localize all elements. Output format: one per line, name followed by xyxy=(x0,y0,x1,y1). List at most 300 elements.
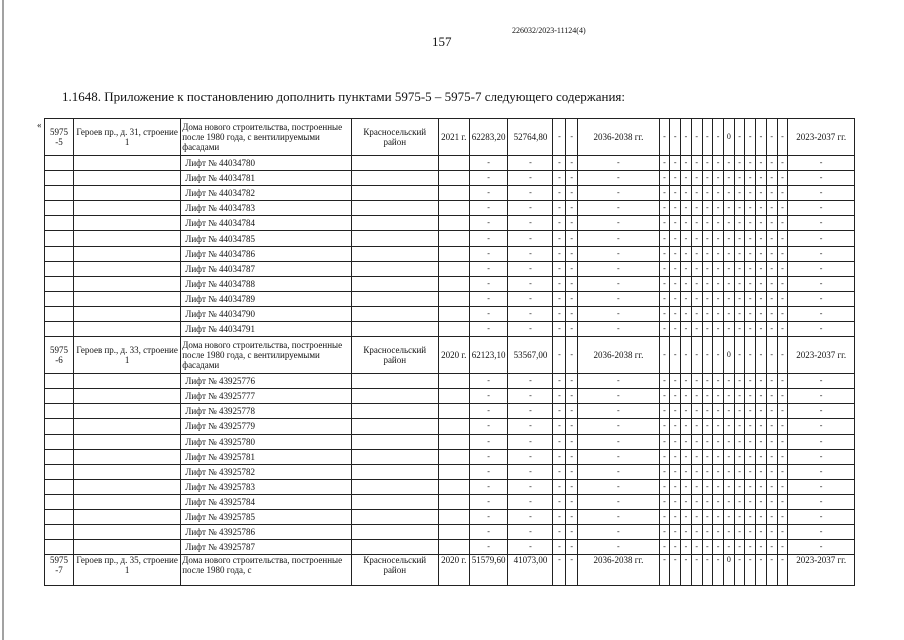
entry-year: 2021 г. xyxy=(438,119,469,156)
empty-cell xyxy=(351,156,438,171)
dash-cell: - xyxy=(756,231,767,246)
dash-cell: - xyxy=(566,419,578,434)
dash-cell: - xyxy=(553,337,566,374)
empty-cell xyxy=(73,479,180,494)
dash-cell: - xyxy=(659,261,670,276)
entry-description: Дома нового строительства, построенные после 1980 года, с вентилируемыми фасадами xyxy=(181,119,352,156)
empty-cell xyxy=(438,464,469,479)
dash-cell: - xyxy=(681,509,692,524)
dash-cell: - xyxy=(681,419,692,434)
dash-cell: - xyxy=(734,434,745,449)
dash-cell: - xyxy=(756,525,767,540)
dash-cell: - xyxy=(670,449,681,464)
empty-cell xyxy=(351,246,438,261)
lift-label: Лифт № 44034781 xyxy=(181,171,352,186)
dash-cell: - xyxy=(691,434,702,449)
dash-cell: - xyxy=(553,555,566,586)
dash-cell: - xyxy=(691,291,702,306)
dash-cell: - xyxy=(756,404,767,419)
dash-cell: - xyxy=(777,479,788,494)
dash-cell: - xyxy=(723,201,734,216)
dash-cell: - xyxy=(713,374,724,389)
dash-cell: - xyxy=(566,449,578,464)
dash-cell: - xyxy=(702,464,713,479)
empty-cell xyxy=(45,479,74,494)
dash-cell: - xyxy=(681,119,692,156)
dash-cell: - xyxy=(777,119,788,156)
dash-cell: - xyxy=(469,156,508,171)
dash-cell: - xyxy=(734,540,745,555)
dash-cell: - xyxy=(670,216,681,231)
empty-cell xyxy=(73,201,180,216)
dash-cell: - xyxy=(553,306,566,321)
dash-cell: - xyxy=(469,261,508,276)
entry-value2: 41073,00 xyxy=(508,555,553,586)
empty-cell xyxy=(438,171,469,186)
dash-cell: - xyxy=(578,216,660,231)
dash-cell: - xyxy=(713,464,724,479)
dash-cell: - xyxy=(702,261,713,276)
empty-cell xyxy=(45,449,74,464)
dash-cell: - xyxy=(713,540,724,555)
dash-cell: - xyxy=(681,404,692,419)
empty-cell xyxy=(73,291,180,306)
dash-cell: - xyxy=(553,261,566,276)
empty-cell xyxy=(73,171,180,186)
lift-row xyxy=(45,231,855,246)
empty-cell xyxy=(351,404,438,419)
dash-cell: - xyxy=(681,246,692,261)
lift-label: Лифт № 43925780 xyxy=(181,434,352,449)
lift-row xyxy=(45,201,855,216)
empty-cell xyxy=(438,246,469,261)
dash-cell: - xyxy=(745,464,756,479)
dash-cell: - xyxy=(670,246,681,261)
empty-cell xyxy=(351,389,438,404)
lift-label: Лифт № 44034791 xyxy=(181,322,352,337)
dash-cell: - xyxy=(777,186,788,201)
entry-district: Красносельский район xyxy=(351,555,438,586)
entry-period1: 2036-2038 гг. xyxy=(578,337,660,374)
entry-period1: 2036-2038 гг. xyxy=(578,555,660,586)
dash-cell: - xyxy=(788,540,855,555)
dash-cell: - xyxy=(788,404,855,419)
empty-cell xyxy=(45,156,74,171)
dash-cell: - xyxy=(788,479,855,494)
lift-row xyxy=(45,246,855,261)
dash-cell: - xyxy=(469,540,508,555)
dash-cell: - xyxy=(681,291,692,306)
lift-row xyxy=(45,291,855,306)
dash-cell: - xyxy=(681,276,692,291)
dash-cell: - xyxy=(566,186,578,201)
empty-cell xyxy=(351,525,438,540)
dash-cell: - xyxy=(670,374,681,389)
dash-cell: - xyxy=(777,291,788,306)
dash-cell: - xyxy=(566,404,578,419)
dash-cell: - xyxy=(681,479,692,494)
dash-cell: - xyxy=(566,540,578,555)
dash-cell: - xyxy=(788,449,855,464)
dash-cell: - xyxy=(659,156,670,171)
dash-cell: - xyxy=(566,337,578,374)
entry-address: Героев пр., д. 35, строение 1 xyxy=(73,555,180,586)
empty-cell xyxy=(438,540,469,555)
dash-cell: - xyxy=(713,291,724,306)
dash-cell: - xyxy=(734,389,745,404)
dash-cell: - xyxy=(578,261,660,276)
dash-cell: - xyxy=(788,261,855,276)
dash-cell: - xyxy=(691,389,702,404)
dash-cell: - xyxy=(508,419,553,434)
empty-cell xyxy=(45,540,74,555)
dash-cell: - xyxy=(578,201,660,216)
dash-cell: - xyxy=(659,119,670,156)
dash-cell: - xyxy=(745,276,756,291)
dash-cell: - xyxy=(713,276,724,291)
section-heading: 1.1648. Приложение к постановлению дополнить пунктами 5975-5 – 5975-7 следующего содержания: xyxy=(62,89,625,104)
entry-value1: 62283,20 xyxy=(469,119,508,156)
dash-cell: - xyxy=(788,509,855,524)
dash-cell: - xyxy=(659,555,670,586)
dash-cell: - xyxy=(670,404,681,419)
entry-row xyxy=(45,555,855,586)
dash-cell: - xyxy=(681,374,692,389)
dash-cell: - xyxy=(670,434,681,449)
dash-cell: - xyxy=(777,449,788,464)
lift-row xyxy=(45,434,855,449)
dash-cell: - xyxy=(578,276,660,291)
dash-cell: - xyxy=(508,404,553,419)
dash-cell: - xyxy=(681,389,692,404)
empty-cell xyxy=(438,434,469,449)
dash-cell: - xyxy=(670,231,681,246)
dash-cell: - xyxy=(713,404,724,419)
dash-cell: - xyxy=(508,201,553,216)
dash-cell: - xyxy=(578,246,660,261)
dash-cell: - xyxy=(659,186,670,201)
dash-cell: - xyxy=(508,494,553,509)
dash-cell: - xyxy=(766,119,777,156)
dash-cell: - xyxy=(756,216,767,231)
entry-year: 2020 г. xyxy=(438,337,469,374)
dash-cell: - xyxy=(508,291,553,306)
dash-cell: - xyxy=(734,291,745,306)
dash-cell: - xyxy=(713,389,724,404)
dash-cell: - xyxy=(691,186,702,201)
dash-cell: - xyxy=(578,434,660,449)
dash-cell: - xyxy=(691,231,702,246)
dash-cell: - xyxy=(578,231,660,246)
dash-cell: - xyxy=(681,171,692,186)
lift-label: Лифт № 44034785 xyxy=(181,231,352,246)
empty-cell xyxy=(73,374,180,389)
lift-row xyxy=(45,419,855,434)
dash-cell: - xyxy=(777,389,788,404)
dash-cell: - xyxy=(691,525,702,540)
dash-cell: - xyxy=(745,201,756,216)
dash-cell: - xyxy=(788,216,855,231)
dash-cell: - xyxy=(469,306,508,321)
lift-row xyxy=(45,276,855,291)
dash-cell: - xyxy=(734,156,745,171)
dash-cell: - xyxy=(553,449,566,464)
empty-cell xyxy=(438,525,469,540)
dash-cell: - xyxy=(469,201,508,216)
dash-cell: - xyxy=(702,540,713,555)
dash-cell: - xyxy=(788,201,855,216)
dash-cell: - xyxy=(702,186,713,201)
dash-cell: - xyxy=(745,419,756,434)
dash-cell: - xyxy=(745,291,756,306)
empty-cell xyxy=(45,509,74,524)
entry-district: Красносельский район xyxy=(351,119,438,156)
dash-cell: - xyxy=(469,479,508,494)
dash-cell: - xyxy=(723,156,734,171)
dash-cell: - xyxy=(734,276,745,291)
entry-description: Дома нового строительства, построенные после 1980 года, с xyxy=(181,555,352,586)
dash-cell: - xyxy=(734,404,745,419)
dash-cell: - xyxy=(670,494,681,509)
dash-cell: - xyxy=(756,261,767,276)
dash-cell: - xyxy=(734,337,745,374)
dash-cell: - xyxy=(469,216,508,231)
lift-label: Лифт № 44034788 xyxy=(181,276,352,291)
entry-number: 5975 -7 xyxy=(45,555,74,586)
dash-cell: - xyxy=(713,555,724,586)
dash-cell: - xyxy=(777,464,788,479)
lift-label: Лифт № 44034790 xyxy=(181,306,352,321)
dash-cell: - xyxy=(469,322,508,337)
dash-cell: - xyxy=(777,156,788,171)
entry-period2: 2023-2037 гг. xyxy=(788,555,855,586)
dash-cell: - xyxy=(777,494,788,509)
dash-cell: - xyxy=(578,171,660,186)
dash-cell: - xyxy=(734,555,745,586)
dash-cell: - xyxy=(681,555,692,586)
dash-cell: - xyxy=(469,404,508,419)
dash-cell: - xyxy=(670,555,681,586)
dash-cell: - xyxy=(713,261,724,276)
dash-cell: - xyxy=(691,119,702,156)
empty-cell xyxy=(351,449,438,464)
dash-cell: - xyxy=(734,261,745,276)
lift-label: Лифт № 44034784 xyxy=(181,216,352,231)
dash-cell: - xyxy=(681,525,692,540)
empty-cell xyxy=(438,276,469,291)
dash-cell: - xyxy=(659,509,670,524)
dash-cell: - xyxy=(670,306,681,321)
dash-cell: - xyxy=(756,201,767,216)
dash-cell: - xyxy=(745,540,756,555)
empty-cell xyxy=(45,306,74,321)
dash-cell: - xyxy=(777,171,788,186)
dash-cell: - xyxy=(681,322,692,337)
empty-cell xyxy=(351,201,438,216)
dash-cell: - xyxy=(734,374,745,389)
dash-cell: - xyxy=(578,186,660,201)
entry-period1: 2036-2038 гг. xyxy=(578,119,660,156)
dash-cell: - xyxy=(756,494,767,509)
dash-cell: - xyxy=(745,216,756,231)
dash-cell: - xyxy=(670,509,681,524)
dash-cell: - xyxy=(777,322,788,337)
empty-cell xyxy=(73,231,180,246)
dash-cell: - xyxy=(766,434,777,449)
dash-cell: - xyxy=(670,322,681,337)
dash-cell: - xyxy=(756,419,767,434)
dash-cell: - xyxy=(566,246,578,261)
dash-cell: - xyxy=(734,171,745,186)
dash-cell: - xyxy=(766,555,777,586)
empty-cell xyxy=(45,434,74,449)
dash-cell: - xyxy=(469,291,508,306)
empty-cell xyxy=(73,322,180,337)
dash-cell: - xyxy=(578,525,660,540)
empty-cell xyxy=(45,525,74,540)
dash-cell: - xyxy=(702,404,713,419)
dash-cell: - xyxy=(566,261,578,276)
empty-cell xyxy=(438,374,469,389)
dash-cell: - xyxy=(766,479,777,494)
dash-cell: - xyxy=(788,464,855,479)
dash-cell: - xyxy=(788,171,855,186)
dash-cell: - xyxy=(659,171,670,186)
entry-number: 5975 -5 xyxy=(45,119,74,156)
dash-cell: - xyxy=(766,291,777,306)
lift-row xyxy=(45,464,855,479)
empty-cell xyxy=(73,404,180,419)
dash-cell: - xyxy=(566,322,578,337)
dash-cell: - xyxy=(702,449,713,464)
dash-cell: - xyxy=(681,216,692,231)
dash-cell: - xyxy=(670,119,681,156)
dash-cell: - xyxy=(566,231,578,246)
dash-cell: - xyxy=(745,404,756,419)
dash-cell: - xyxy=(566,291,578,306)
dash-cell: - xyxy=(713,171,724,186)
empty-cell xyxy=(351,322,438,337)
dash-cell: - xyxy=(766,525,777,540)
lift-label: Лифт № 43925786 xyxy=(181,525,352,540)
dash-cell: - xyxy=(723,419,734,434)
dash-cell: - xyxy=(681,156,692,171)
dash-cell: - xyxy=(734,525,745,540)
dash-cell: - xyxy=(745,171,756,186)
empty-cell xyxy=(73,306,180,321)
dash-cell: - xyxy=(702,555,713,586)
lift-row xyxy=(45,306,855,321)
dash-cell: - xyxy=(566,201,578,216)
dash-cell: - xyxy=(566,509,578,524)
dash-cell: - xyxy=(566,494,578,509)
dash-cell: - xyxy=(553,216,566,231)
dash-cell: - xyxy=(766,276,777,291)
dash-cell: - xyxy=(553,276,566,291)
scan-edge-shadow xyxy=(2,0,4,640)
dash-cell: - xyxy=(659,291,670,306)
lift-label: Лифт № 44034783 xyxy=(181,201,352,216)
dash-cell: - xyxy=(723,525,734,540)
dash-cell: - xyxy=(659,434,670,449)
dash-cell: - xyxy=(469,246,508,261)
lift-row xyxy=(45,322,855,337)
dash-cell: - xyxy=(788,434,855,449)
dash-cell: - xyxy=(691,246,702,261)
dash-cell: - xyxy=(756,246,767,261)
dash-cell: - xyxy=(702,156,713,171)
dash-cell: - xyxy=(508,216,553,231)
dash-cell: - xyxy=(508,231,553,246)
dash-cell: - xyxy=(723,464,734,479)
dash-cell: - xyxy=(766,186,777,201)
dash-cell: - xyxy=(566,374,578,389)
dash-cell: - xyxy=(469,434,508,449)
dash-cell: - xyxy=(766,509,777,524)
entry-value2: 52764,80 xyxy=(508,119,553,156)
empty-cell xyxy=(73,494,180,509)
dash-cell: - xyxy=(713,525,724,540)
entry-district: Красносельский район xyxy=(351,337,438,374)
empty-cell xyxy=(45,389,74,404)
entry-zero: 0 xyxy=(723,337,734,374)
dash-cell: - xyxy=(553,494,566,509)
dash-cell: - xyxy=(723,374,734,389)
dash-cell: - xyxy=(766,337,777,374)
dash-cell: - xyxy=(788,186,855,201)
dash-cell: - xyxy=(777,434,788,449)
dash-cell: - xyxy=(766,540,777,555)
dash-cell: - xyxy=(702,246,713,261)
dash-cell: - xyxy=(777,306,788,321)
dash-cell: - xyxy=(777,509,788,524)
dash-cell: - xyxy=(566,306,578,321)
dash-cell: - xyxy=(756,540,767,555)
dash-cell: - xyxy=(553,509,566,524)
dash-cell: - xyxy=(691,201,702,216)
dash-cell: - xyxy=(702,171,713,186)
dash-cell: - xyxy=(777,276,788,291)
dash-cell: - xyxy=(670,389,681,404)
entry-description: Дома нового строительства, построенные после 1980 года, с вентилируемыми фасадами xyxy=(181,337,352,374)
entry-row xyxy=(45,337,855,374)
dash-cell: - xyxy=(723,540,734,555)
empty-cell xyxy=(73,525,180,540)
dash-cell: - xyxy=(702,291,713,306)
dash-cell: - xyxy=(659,276,670,291)
dash-cell: - xyxy=(553,404,566,419)
dash-cell: - xyxy=(578,419,660,434)
lift-label: Лифт № 44034780 xyxy=(181,156,352,171)
dash-cell: - xyxy=(566,555,578,586)
empty-cell xyxy=(45,246,74,261)
empty-cell xyxy=(351,171,438,186)
dash-cell: - xyxy=(777,246,788,261)
dash-cell: - xyxy=(659,494,670,509)
empty-cell xyxy=(73,509,180,524)
dash-cell: - xyxy=(566,389,578,404)
dash-cell: - xyxy=(756,337,767,374)
dash-cell: - xyxy=(788,525,855,540)
dash-cell: - xyxy=(766,374,777,389)
quote-mark: « xyxy=(37,120,42,130)
dash-cell: - xyxy=(713,479,724,494)
dash-cell: - xyxy=(723,171,734,186)
empty-cell xyxy=(351,419,438,434)
entry-period2: 2023-2037 гг. xyxy=(788,119,855,156)
dash-cell: - xyxy=(756,389,767,404)
dash-cell: - xyxy=(469,509,508,524)
